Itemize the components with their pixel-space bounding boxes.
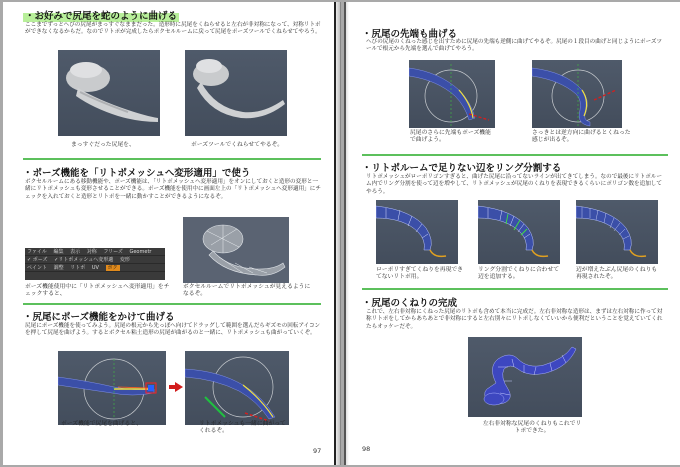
render-ring-split-tail xyxy=(478,200,560,264)
arrow-right-icon xyxy=(175,382,183,392)
section-title-pose-tail: ・尻尾にポーズ機能をかけて曲げる xyxy=(23,312,175,323)
section-title-bend-tip: ・尻尾の先端も曲げる xyxy=(362,29,458,40)
render-final-snake xyxy=(468,337,582,417)
section-body-bend-tail: ここまでずっとへびの尻尾がまっすぐなままだった。造形時に尻尾をくねらせると左右が非対称になって、対称リトポができなくなるからだ。なのでリトポが完成したらポクセルルームに戻って尻尾をポーズツールでくねらせてやろう。 xyxy=(25,22,321,36)
tip-bend-figure-1 xyxy=(409,60,495,128)
render-posed-tail xyxy=(185,50,287,136)
tool-options-row xyxy=(25,256,165,264)
caption-wireframe: ボクセルルームでリトポメッシュが見えるようになるぞ。 xyxy=(183,284,311,298)
section-title-bend-tail: ・お好みで尻尾を蛇のように曲げる xyxy=(23,8,179,22)
menu-symmetry[interactable]: 対称 xyxy=(86,249,97,255)
caption-ring-split: リング分割でくねりに合わせて辺を追加する。 xyxy=(478,267,560,281)
section-divider xyxy=(23,158,321,160)
caption-tip-bend-1: 尻尾のさらに先端もポーズ機能で曲げよう。 xyxy=(410,130,491,144)
caption-posed-tail: ポーズツールでくねらせてやるぞ。 xyxy=(191,142,284,148)
render-smooth-tail xyxy=(576,200,658,264)
section-divider xyxy=(362,154,668,156)
page-edge xyxy=(334,2,336,465)
section-body-pose-tail: 尻尾にポーズ機能を使ってみよう。尻尾の根元から先っぽへ向けてドラッグして範囲を選んだらギズモの回転アイコンを押して尻尾を曲げよう。するとボクセル粘土造形の尻尾が曲がるのと一緒に、リトポメッシュも曲がっていくぞ。 xyxy=(25,323,321,337)
left-page xyxy=(3,2,341,465)
tab-retopo[interactable]: リトポ xyxy=(70,265,86,271)
apply-retopo-checkbox[interactable]: ✓リトポメッシュへ変形適 xyxy=(54,257,114,263)
render-pose-gizmo xyxy=(58,351,166,425)
menu-bar-row xyxy=(25,248,165,256)
section-body-complete: これで、左右非対称にくねった尻尾のリトポも含めて本当に完成だ。左右非対称な造形は、まずは左右対称に作って対称リトポをしてからあちあとで非対称にすると左右別々にリトポしなくていいから便利だということを覚えていてくれたらオッケーだぞ。 xyxy=(366,309,663,330)
tab-uv[interactable]: UV xyxy=(91,265,99,271)
section-divider xyxy=(362,288,668,290)
wireframe-figure xyxy=(183,217,289,283)
page-number: 97 xyxy=(313,447,322,455)
render-tip-bend-1 xyxy=(409,60,495,128)
section-body-pose-retopo: ボクセルルームにある移動機能や、ポーズ機能は、「リトポメッシュへ変形適用」をオンにしておくと造形の変形と一緒にリトポメッシュも変形させることができる。ポーズ機能を使用中に画面左上の「リトポメッシュへ変形適用」にチェックを入れておくと造形とリトポを一緒に動かすことができるようになるぞ。 xyxy=(25,179,321,200)
caption-straight-tail: まっすぐだった尻尾を、 xyxy=(71,142,135,148)
caption-bent-tail: リトポメッシュも一緒に曲がってくれるぞ。 xyxy=(199,421,286,435)
section-title-pose-retopo: ・ポーズ機能を「リトポメッシュへ変形適用」で使う xyxy=(23,168,251,179)
caption-tip-bend-2: さっきとは逆方向に曲げるとくねった感じが出るぞ。 xyxy=(532,130,631,144)
caption-smooth: 辺が増えたぶん尻尾のくねりも再現されたぞ。 xyxy=(576,267,658,281)
tab-paint[interactable]: ペイント xyxy=(27,265,48,271)
page-edge xyxy=(344,2,346,465)
tab-voxel[interactable]: ボク xyxy=(107,265,118,271)
menu-view[interactable]: 表示 xyxy=(70,249,81,255)
render-retopo-wireframe xyxy=(183,217,289,283)
caption-pose-gizmo: ポーズ機能で尻尾を曲げると、 xyxy=(61,421,142,427)
right-page xyxy=(344,2,680,465)
section-body-bend-tip: へびの尻尾のくねった感じを出すために尻尾の先端も逆側に曲げてやるぞ。尻尾の１段目の曲げと同じようにポーズツールで根元から先端を選んで曲げてやろう。 xyxy=(366,39,663,53)
bent-tail-figure xyxy=(185,351,289,425)
pose-checkbox[interactable]: ✓ ポーズ xyxy=(27,257,48,263)
pose-gizmo-figure xyxy=(58,351,166,425)
app-menu-screenshot xyxy=(25,248,165,280)
caption-lowpoly: ローポリすぎてくねりを再現できてないリトポ用。 xyxy=(376,267,463,281)
final-snake-figure xyxy=(468,337,582,417)
menu-geometry[interactable]: Geometr xyxy=(129,249,152,255)
render-straight-tail xyxy=(58,50,160,136)
render-lowpoly-tail xyxy=(376,200,458,264)
menu-file[interactable]: ファイル xyxy=(27,249,47,255)
straight-tail-figure xyxy=(58,50,160,136)
menu-edit[interactable]: 編集 xyxy=(53,249,64,255)
lowpoly-tail-figure xyxy=(376,200,458,264)
transform-option[interactable]: 変形 xyxy=(119,257,130,263)
render-bent-tail xyxy=(185,351,289,425)
render-tip-bend-2 xyxy=(532,60,622,128)
section-title-complete: ・尻尾のくねりの完成 xyxy=(362,298,458,309)
section-divider xyxy=(23,303,321,305)
caption-menu-check: ポーズ機能使用中に「リトポメッシュへ変形適用」をチェックすると、 xyxy=(25,284,170,298)
room-tabs-row xyxy=(25,264,165,272)
section-title-ring-split: ・リトポルームで足りない辺をリング分割する xyxy=(362,163,562,174)
page-number: 98 xyxy=(362,445,371,453)
tip-bend-figure-2 xyxy=(532,60,622,128)
menu-freeze[interactable]: フリーズ xyxy=(103,249,123,255)
caption-final-snake: 左右非対称な尻尾のくねりもこれでリトポできた。 xyxy=(482,421,582,435)
section-body-ring-split: リトポメッシュがローポリゴンすぎると、曲げた尻尾に沿ってないラインが出てきてしまう。なので最後にリトポルーム内でリング分割を使って辺を増やして、リトポメッシュが尻尾のくねりを表現できるくらいにポリゴン数を追加してやろう。 xyxy=(366,174,663,195)
ring-split-figure xyxy=(478,200,560,264)
posed-tail-figure xyxy=(185,50,287,136)
tab-adjust[interactable]: 調整 xyxy=(53,265,64,271)
smooth-tail-figure xyxy=(576,200,658,264)
